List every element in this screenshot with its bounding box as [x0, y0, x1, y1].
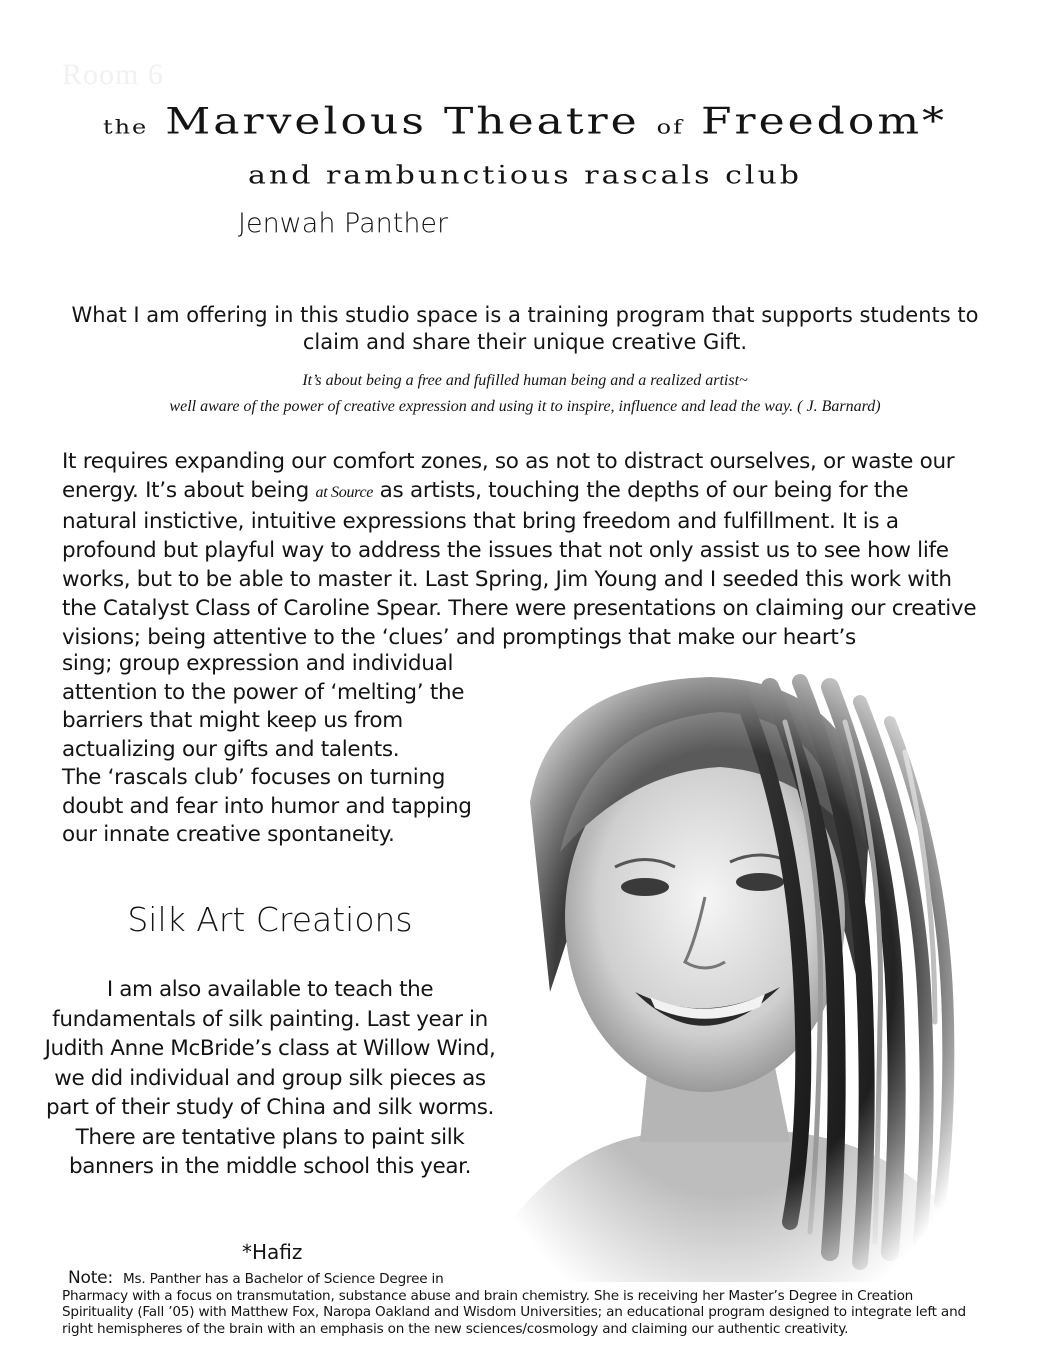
- at-source-phrase: at Source: [315, 484, 374, 501]
- barnard-quote: [60, 368, 990, 420]
- title-word-of: of: [656, 115, 685, 139]
- body-part-1: It requires expanding our comfort zones, so as not to distract ourselves, or waste our energy. It’s about being: [62, 449, 955, 503]
- intro-paragraph: What I am offering in this studio space is a training program that supports students to claim and share their unique creative Gift.: [71, 303, 979, 354]
- body-part-2: as artists, touching the depths of our being for the natural instictive, intuitive expressions that bring freedom and fulfillment. It is a profound but playful way to address the issues that not only assist us to see how life works, but to be able to master it. Last Spring, Jim Young and I seeded this work with the Catalyst Class of Caroline Spear. There were presentations on claiming our creative visions; being attentive to the ‘clues’ and promptings that make our heart’s: [62, 478, 977, 650]
- title-word-the: the: [102, 115, 149, 139]
- portrait-photo-icon: [490, 662, 960, 1282]
- note-line-1: Ms. Panther has a Bachelor of Science Degree in: [122, 1271, 444, 1287]
- body-narrow-column: [62, 650, 502, 850]
- title-word-freedom: Freedom*: [701, 100, 948, 143]
- portrait-photo: [490, 662, 960, 1282]
- room-watermark: Room 6: [62, 58, 164, 91]
- silk-art-paragraph: I am also available to teach the fundamentals of silk painting. Last year in Judith Anne McBride’s class at Willow Wind, we did individual and group silk pieces as part of their study of China and silk worms. There are tentative plans to paint silk banners in the middle school this year.: [44, 977, 496, 1179]
- silk-art-heading: Silk Art Creations: [127, 900, 413, 939]
- hafiz-footnote: *Hafiz: [242, 1240, 303, 1264]
- title-word-marvelous: Marvelous: [165, 100, 427, 143]
- title-word-theatre: Theatre: [443, 100, 640, 143]
- page-subtitle: and rambunctious rascals club: [248, 160, 802, 191]
- body-paragraph: [62, 447, 982, 652]
- quote-line-2: well aware of the power of creative expression and using it to inspire, influence and lead the way. ( J. Barnard): [169, 398, 881, 415]
- quote-line-1: It’s about being a free and fufilled human being and a realized artist~: [302, 372, 748, 389]
- body-narrow-text: sing; group expression and individual attention to the power of ‘melting’ the barriers that might keep us from actualizing our gifts and talents.: [62, 651, 465, 762]
- author-name: Jenwah Panther: [238, 208, 449, 239]
- note-first-line: [62, 1270, 972, 1288]
- biography-note: [62, 1270, 972, 1337]
- note-label: Note:: [68, 1268, 113, 1288]
- page-title: [0, 101, 1050, 143]
- rascals-club-text: The ‘rascals club’ focuses on turning doubt and fear into humor and tapping our innate creative spontaneity.: [62, 765, 472, 847]
- note-rest: Pharmacy with a focus on transmutation, substance abuse and brain chemistry. She is receiving her Master’s Degree in Creation Spirituality (Fall ’05) with Matthew Fox, Naropa Oakland and Wisdom Universities; an educational program designed to integrate left and right hemispheres of the brain with an emphasis on the new sciences/cosmology and claiming our authentic creativity.: [62, 1287, 966, 1337]
